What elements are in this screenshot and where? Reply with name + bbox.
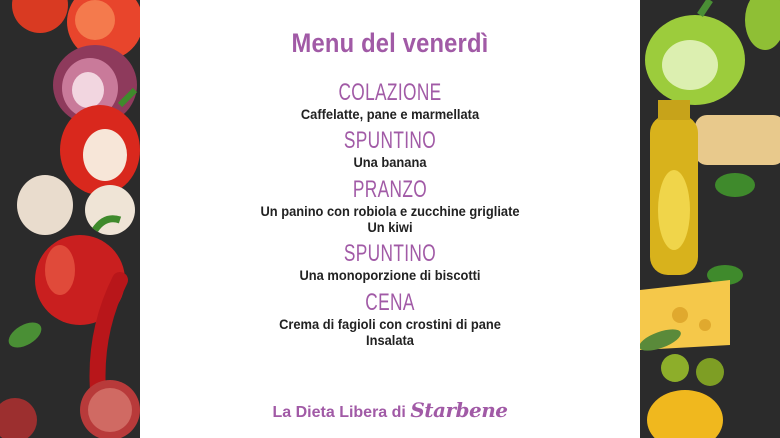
garlic-illustration	[17, 175, 73, 235]
meal-item: Caffelatte, pane e marmellata	[300, 106, 480, 122]
left-vegetable-decoration	[0, 0, 140, 438]
page-title: Menu del venerdì	[291, 28, 489, 58]
meal-item: Un kiwi	[367, 219, 413, 235]
meal-heading: SPUNTINO	[343, 240, 437, 267]
footer-prefix: La Dieta Libera di	[272, 404, 406, 421]
footer-credit	[140, 398, 640, 422]
meal-heading: COLAZIONE	[338, 79, 442, 106]
right-vegetable-decoration	[640, 0, 780, 438]
meal-item: Una banana	[353, 154, 427, 170]
meal-item: Un panino con robiola e zucchine grigliate	[260, 203, 520, 219]
menu-card	[140, 0, 640, 438]
meal-item: Una monoporzione di biscotti	[299, 267, 481, 283]
bread-illustration	[695, 115, 780, 165]
meal-heading: PRANZO	[352, 176, 428, 203]
meal-heading: CENA	[365, 289, 415, 316]
meal-lunch	[140, 177, 640, 235]
meal-heading: SPUNTINO	[343, 127, 437, 154]
meal-item: Crema di fagioli con crostini di pane	[279, 316, 501, 332]
meal-dinner	[140, 290, 640, 348]
meal-snack-afternoon	[140, 241, 640, 283]
meal-breakfast	[140, 80, 640, 122]
meal-item: Insalata	[366, 332, 414, 348]
meal-snack-morning	[140, 128, 640, 170]
olives-illustration	[661, 354, 689, 382]
brand-logo: Starbene	[410, 398, 508, 422]
parsley-illustration	[715, 173, 755, 197]
